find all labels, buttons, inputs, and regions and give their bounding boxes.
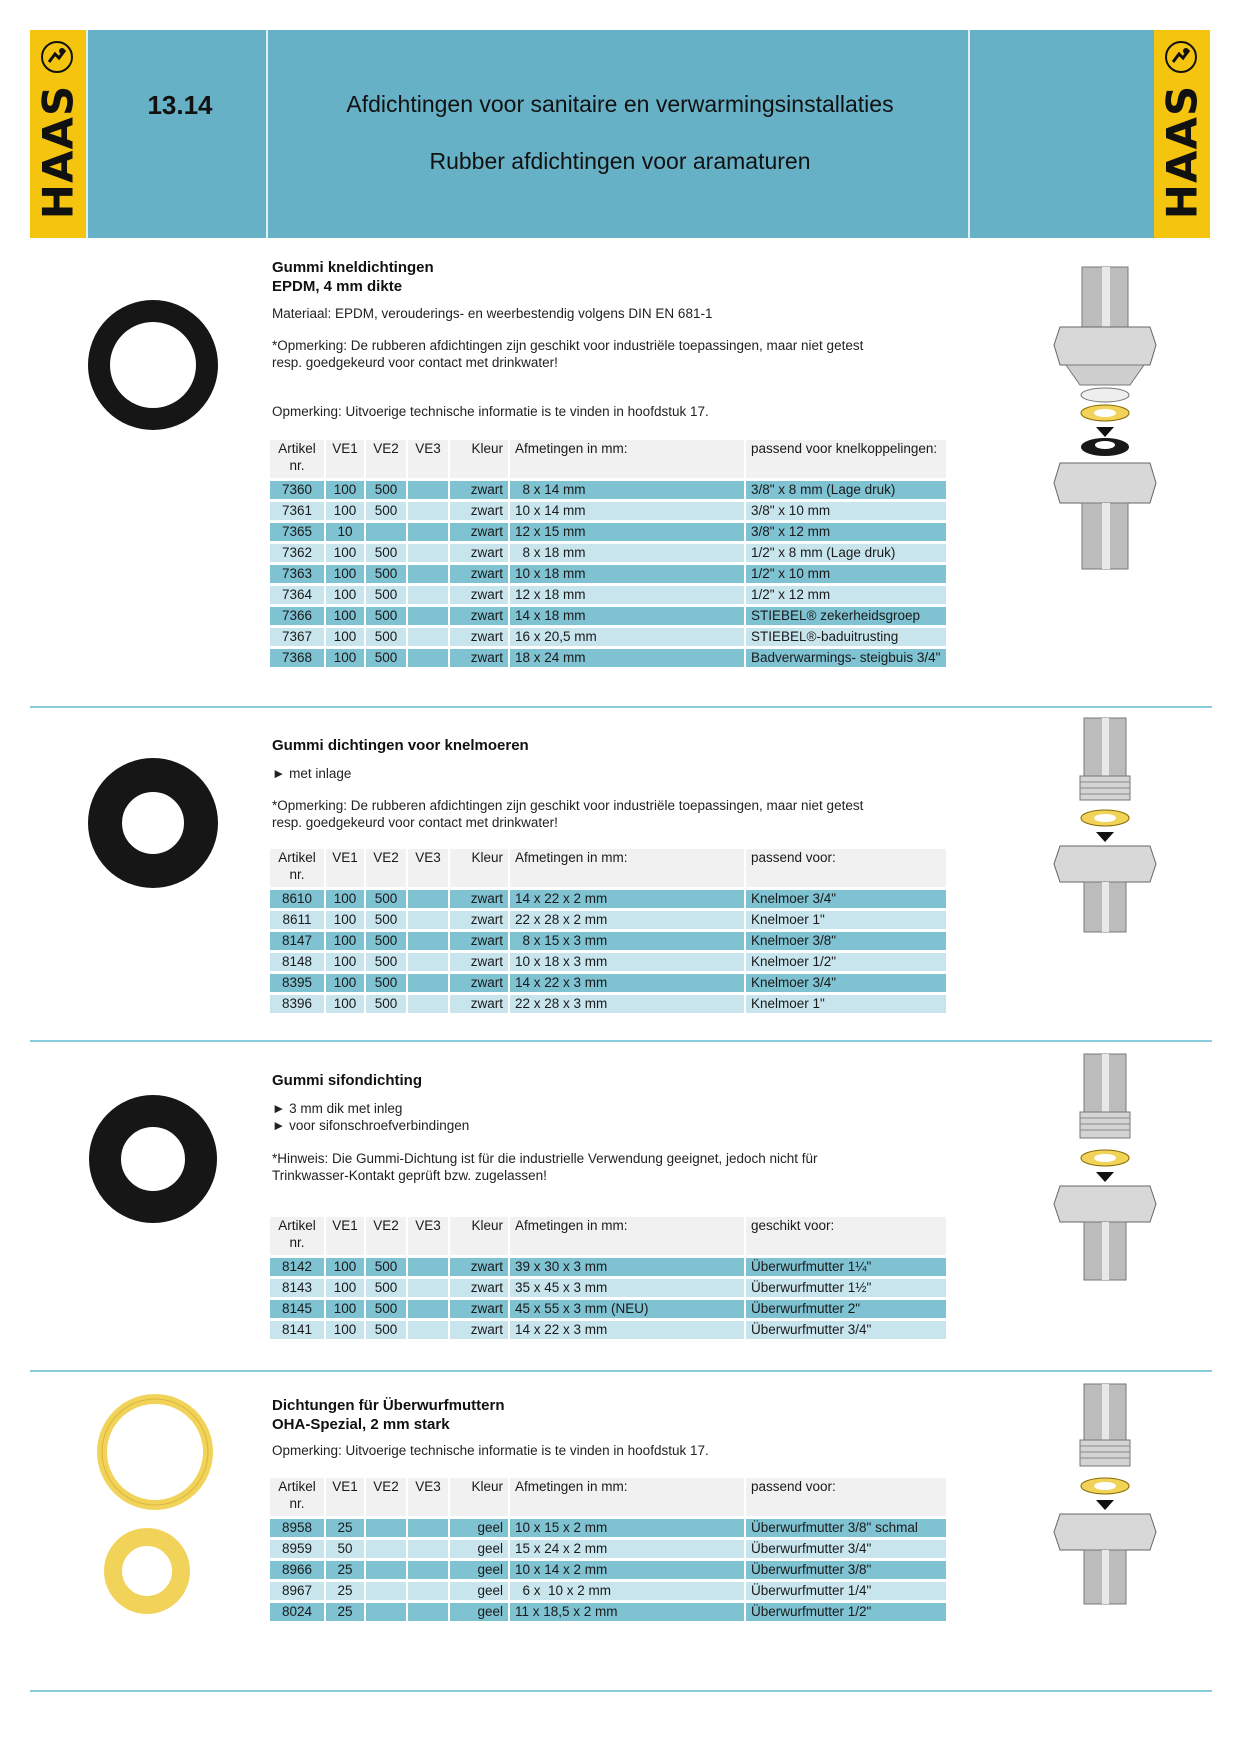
spec-table bbox=[268, 1475, 948, 1624]
yellow-gasket-icon bbox=[90, 1390, 220, 1630]
table-header-cell: Artikel nr. bbox=[270, 1478, 324, 1516]
page-subtitle: Rubber afdichtingen voor aramaturen bbox=[429, 148, 811, 174]
logo-text: HAAS bbox=[33, 84, 83, 220]
table-header-row bbox=[270, 440, 946, 478]
section-separator bbox=[30, 1370, 1212, 1372]
table-row: 8395 100 500 zwart 14 x 22 x 3 mm Knelmoer 3/4" bbox=[270, 974, 946, 992]
section-number: 13.14 bbox=[147, 90, 213, 120]
pipe-fitting-diagram bbox=[1040, 1052, 1170, 1284]
table-row: 8396 100 500 zwart 22 x 28 x 3 mm Knelmoer 1" bbox=[270, 995, 946, 1013]
table-header-cell: passend voor: bbox=[746, 849, 946, 887]
table-header-cell: VE3 bbox=[408, 1217, 448, 1255]
table-row: 7368 100 500 zwart 18 x 24 mm Badverwarmings- steigbuis 3/4" bbox=[270, 649, 946, 667]
table-header-cell: Afmetingen in mm: bbox=[510, 849, 744, 887]
section-separator bbox=[30, 1040, 1212, 1042]
table-row: 7362 100 500 zwart 8 x 18 mm 1/2" x 8 mm (Lage druk) bbox=[270, 544, 946, 562]
table-row: 8024 25 geel 11 x 18,5 x 2 mm Überwurfmutter 1/2" bbox=[270, 1603, 946, 1621]
section-text: ► met inlage bbox=[272, 766, 352, 781]
logo-left bbox=[30, 30, 86, 238]
section-title: Gummi dichtingen voor knelmoeren bbox=[272, 737, 529, 754]
table-header-cell: Afmetingen in mm: bbox=[510, 1478, 744, 1516]
table-row: 8141 100 500 zwart 14 x 22 x 3 mm Überwurfmutter 3/4" bbox=[270, 1321, 946, 1339]
logo-icon bbox=[40, 40, 74, 74]
table-row: 8611 100 500 zwart 22 x 28 x 2 mm Knelmoer 1" bbox=[270, 911, 946, 929]
section-separator bbox=[30, 706, 1212, 708]
table-header-cell: geschikt voor: bbox=[746, 1217, 946, 1255]
table-header-cell: Kleur bbox=[450, 849, 508, 887]
table-row: 7366 100 500 zwart 14 x 18 mm STIEBEL® zekerheidsgroep bbox=[270, 607, 946, 625]
logo-right bbox=[1154, 30, 1210, 238]
black-gasket-icon bbox=[88, 300, 218, 430]
table-row: 7360 100 500 zwart 8 x 14 mm 3/8" x 8 mm (Lage druk) bbox=[270, 481, 946, 499]
table-row: 7364 100 500 zwart 12 x 18 mm 1/2" x 12 mm bbox=[270, 586, 946, 604]
table-header-cell: VE3 bbox=[408, 849, 448, 887]
table-header-cell: Kleur bbox=[450, 440, 508, 478]
table-header-cell: VE2 bbox=[366, 440, 406, 478]
section-text: *Opmerking: De rubberen afdichtingen zijn geschikt voor industriële toepassingen, maar niet getest resp. goedgekeurd voor contact met drinkwater! bbox=[272, 338, 864, 370]
header-divider bbox=[266, 30, 268, 238]
section-title: Dichtungen für Überwurfmuttern OHA-Spezial, 2 mm stark bbox=[272, 1397, 505, 1433]
table-header-cell: Artikel nr. bbox=[270, 440, 324, 478]
pipe-fitting-diagram bbox=[1040, 265, 1170, 595]
page-title: Afdichtingen voor sanitaire en verwarmingsinstallaties bbox=[346, 91, 894, 117]
table-row: 8143 100 500 zwart 35 x 45 x 3 mm Überwurfmutter 1½" bbox=[270, 1279, 946, 1297]
pipe-fitting-diagram bbox=[1040, 1382, 1170, 1608]
table-header-cell: passend voor knelkoppelingen: bbox=[746, 440, 946, 478]
table-row: 8147 100 500 zwart 8 x 15 x 3 mm Knelmoer 3/8" bbox=[270, 932, 946, 950]
header-divider bbox=[86, 30, 88, 238]
table-row: 8958 25 geel 10 x 15 x 2 mm Überwurfmutter 3/8" schmal bbox=[270, 1519, 946, 1537]
black-gasket-icon bbox=[88, 758, 218, 888]
black-gasket-icon bbox=[88, 1094, 218, 1224]
table-header-cell: passend voor: bbox=[746, 1478, 946, 1516]
table-row: 7367 100 500 zwart 16 x 20,5 mm STIEBEL®-baduitrusting bbox=[270, 628, 946, 646]
table-header-cell: Artikel nr. bbox=[270, 1217, 324, 1255]
table-row: 7361 100 500 zwart 10 x 14 mm 3/8" x 10 mm bbox=[270, 502, 946, 520]
table-row: 8966 25 geel 10 x 14 x 2 mm Überwurfmutter 3/8" bbox=[270, 1561, 946, 1579]
table-header-cell: Afmetingen in mm: bbox=[510, 440, 744, 478]
table-header-cell: Kleur bbox=[450, 1478, 508, 1516]
table-header-cell: VE2 bbox=[366, 1478, 406, 1516]
section-separator bbox=[30, 1690, 1212, 1692]
section-text: Materiaal: EPDM, verouderings- en weerbestendig volgens DIN EN 681-1 bbox=[272, 306, 713, 321]
table-row: 8142 100 500 zwart 39 x 30 x 3 mm Überwurfmutter 1¼" bbox=[270, 1258, 946, 1276]
table-header-cell: Artikel nr. bbox=[270, 849, 324, 887]
spec-table bbox=[268, 437, 948, 670]
section-text: *Hinweis: Die Gummi-Dichtung ist für die industrielle Verwendung geeignet, jedoch nicht für Trinkwasser-Kontakt geprüft bzw. zugelassen! bbox=[272, 1151, 818, 1183]
table-header-cell: Afmetingen in mm: bbox=[510, 1217, 744, 1255]
table-header-cell: VE1 bbox=[326, 440, 364, 478]
page-header bbox=[30, 30, 1210, 238]
header-divider bbox=[968, 30, 970, 238]
table-row: 8145 100 500 zwart 45 x 55 x 3 mm (NEU) Überwurfmutter 2" bbox=[270, 1300, 946, 1318]
section-text: Opmerking: Uitvoerige technische informatie is te vinden in hoofdstuk 17. bbox=[272, 404, 709, 419]
table-header-cell: VE1 bbox=[326, 849, 364, 887]
table-header-row bbox=[270, 1478, 946, 1516]
table-header-cell: VE1 bbox=[326, 1478, 364, 1516]
table-row: 7363 100 500 zwart 10 x 18 mm 1/2" x 10 mm bbox=[270, 565, 946, 583]
section-title: Gummi sifondichting bbox=[272, 1072, 422, 1089]
table-header-row bbox=[270, 1217, 946, 1255]
logo-text: HAAS bbox=[1157, 84, 1207, 220]
logo-icon bbox=[1164, 40, 1198, 74]
table-row: 8148 100 500 zwart 10 x 18 x 3 mm Knelmoer 1/2" bbox=[270, 953, 946, 971]
table-header-cell: VE3 bbox=[408, 440, 448, 478]
section-text: Opmerking: Uitvoerige technische informatie is te vinden in hoofdstuk 17. bbox=[272, 1443, 709, 1458]
table-row: 8610 100 500 zwart 14 x 22 x 2 mm Knelmoer 3/4" bbox=[270, 890, 946, 908]
pipe-fitting-diagram bbox=[1040, 716, 1170, 936]
table-header-row bbox=[270, 849, 946, 887]
table-row: 8967 25 geel 6 x 10 x 2 mm Überwurfmutter 1/4" bbox=[270, 1582, 946, 1600]
table-header-cell: VE1 bbox=[326, 1217, 364, 1255]
table-header-cell: Kleur bbox=[450, 1217, 508, 1255]
table-header-cell: VE2 bbox=[366, 849, 406, 887]
table-header-cell: VE3 bbox=[408, 1478, 448, 1516]
section-text: ► 3 mm dik met inleg ► voor sifonschroefverbindingen bbox=[272, 1101, 470, 1133]
section-text: *Opmerking: De rubberen afdichtingen zijn geschikt voor industriële toepassingen, maar niet getest resp. goedgekeurd voor contact met drinkwater! bbox=[272, 798, 864, 830]
table-row: 7365 10 zwart 12 x 15 mm 3/8" x 12 mm bbox=[270, 523, 946, 541]
spec-table bbox=[268, 846, 948, 1016]
section-title: Gummi kneldichtingen EPDM, 4 mm dikte bbox=[272, 259, 434, 295]
table-header-cell: VE2 bbox=[366, 1217, 406, 1255]
table-row: 8959 50 geel 15 x 24 x 2 mm Überwurfmutter 3/4" bbox=[270, 1540, 946, 1558]
spec-table bbox=[268, 1214, 948, 1342]
